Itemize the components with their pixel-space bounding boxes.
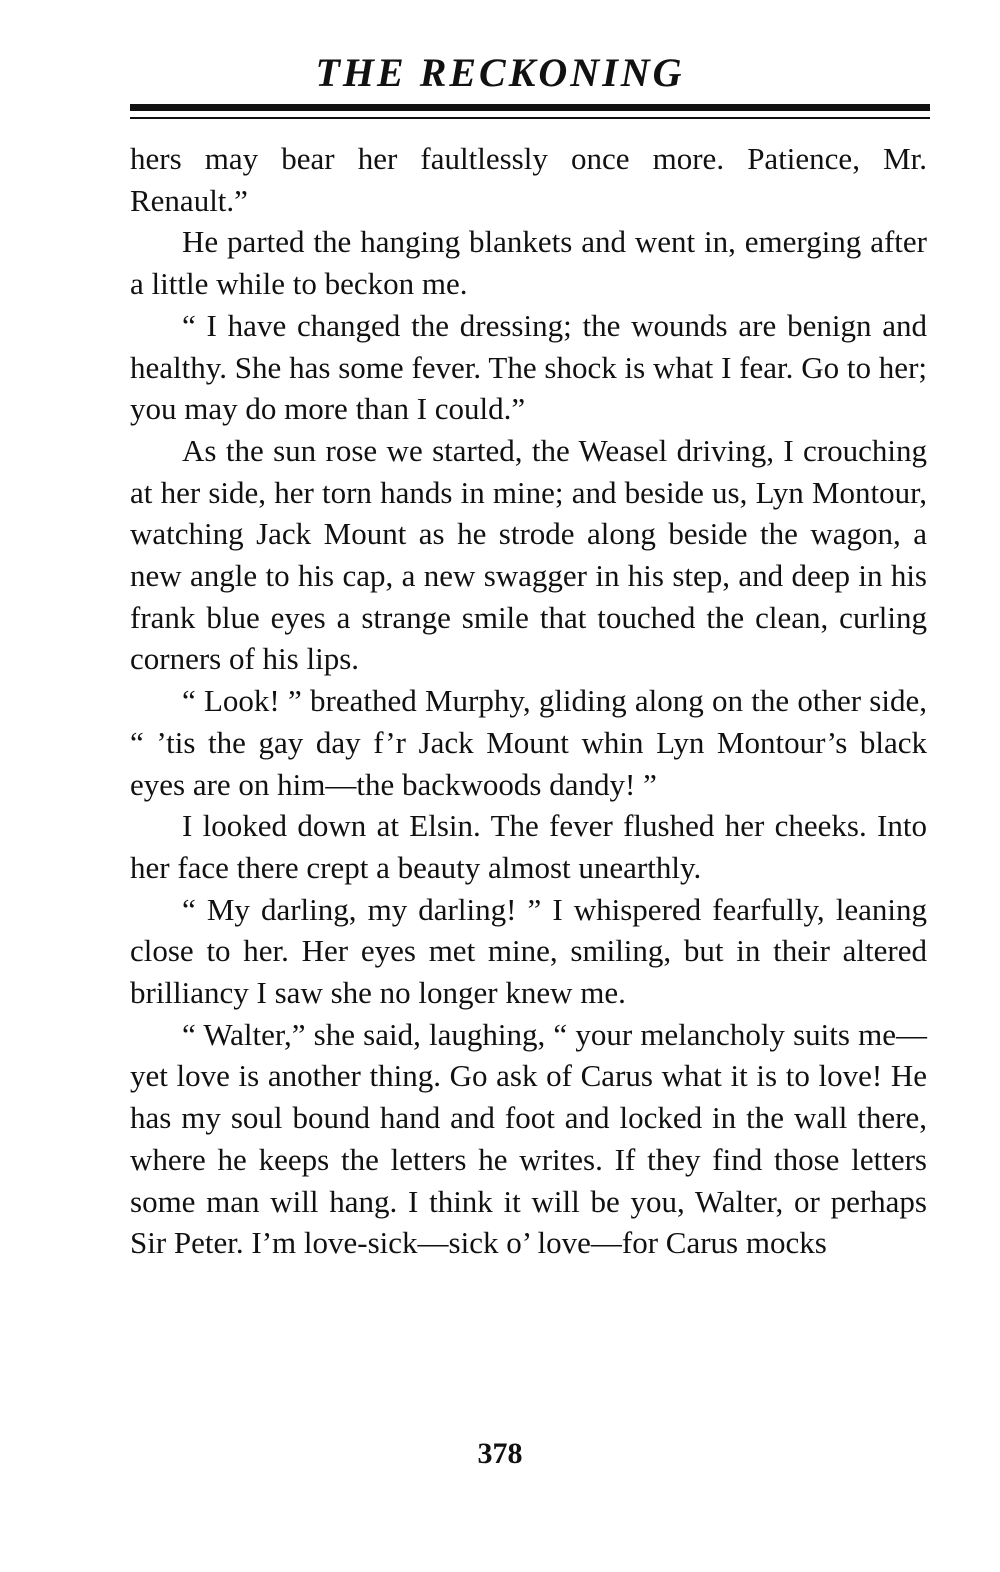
paragraph: “ My darling, my darling! ” I whispered fearfully, leaning close to her. Her eyes met mine, smiling, but in their altered brilliancy I saw she no longer knew me. xyxy=(130,891,927,1011)
body-text xyxy=(130,138,927,1264)
paragraph: “ I have changed the dressing; the wounds are benign and healthy. She has some fever. The shock is what I fear. Go to her; you may do more than I could.” xyxy=(130,307,927,427)
header-rule-thin xyxy=(130,117,930,119)
paragraph: I looked down at Elsin. The fever flushed her cheeks. Into her face there crept a beauty almost unearthly. xyxy=(130,808,927,885)
header-rule-thick xyxy=(130,104,930,111)
page-number: 378 xyxy=(477,1437,523,1470)
running-title: THE RECKONING xyxy=(315,50,685,95)
paragraph: “ Look! ” breathed Murphy, gliding along on the other side, “ ’tis the gay day f’r Jack Mount whin Lyn Montour’s black eyes are on him—the backwoods dandy! ” xyxy=(130,683,927,802)
paragraph: “ Walter,” she said, laughing, “ your melancholy suits me—yet love is another thing. Go ask of Carus what it is to love! He has my soul bound hand and foot and locked in the wall there, where he keeps the letters he writes. If they find those letters some man will hang. I think it will be you, Walter, or perhaps Sir Peter. I’m love-sick—sick o’ love—for Carus mocks xyxy=(130,1016,927,1261)
paragraph: hers may bear her faultlessly once more. Patience, Mr. Renault.” xyxy=(130,141,927,218)
paragraph: As the sun rose we started, the Weasel driving, I crouching at her side, her torn hands in mine; and beside us, Lyn Montour, watching Jack Mount as he strode along beside the wagon, a new angle to his cap, a new swagger in his step, and deep in his frank blue eyes a strange smile that touched the clean, curling corners of his lips. xyxy=(130,432,927,677)
paragraph: He parted the hanging blankets and went in, emerging after a little while to beckon me. xyxy=(130,224,927,302)
